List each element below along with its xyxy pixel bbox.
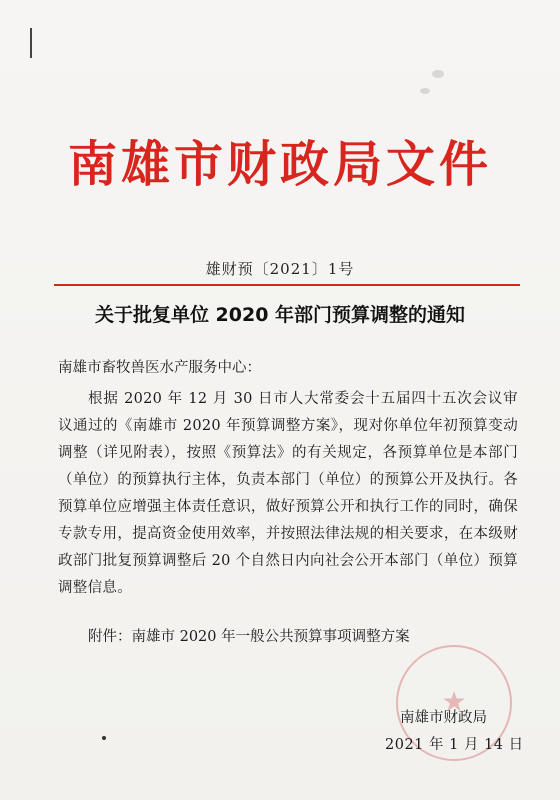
document-heading: 关于批复单位 2020 年部门预算调整的通知 (94, 304, 466, 326)
document-number: 雄财预〔2021〕1号 (205, 260, 355, 278)
signature-organization: 南雄市财政局 (400, 710, 487, 726)
signature-date: 2021 年 1 月 14 日 (385, 737, 524, 753)
scan-mark (30, 28, 32, 58)
body-paragraph: 根据 2020 年 12 月 30 日市人大常委会十五届四十五次会议审议通过的《南雄市 2020 年预算调整方案》，现对你单位年初预算变动调整（详见附表），按照《预算法》的有关规定，各预算单位是本部门（单位）的预算执行主体，负责本部门（单位）的预算公开及执行。各预算单位应增强主体责任意识，做好预算公开和执行工作的同时，确保专款专用，提高资金使用效率，并按照法律法规的相关要求，在本级财政部门批复预算调整后 20 个自然日内向社会公开本部门（单位）预算调整信息。 (58, 391, 518, 596)
smudge (420, 88, 430, 94)
attachment-line: 附件：南雄市 2020 年一般公共预算事项调整方案 (88, 629, 410, 645)
addressee: 南雄市畜牧兽医水产服务中心： (58, 360, 261, 376)
red-divider (54, 284, 520, 286)
document-header-title: 南雄市财政局文件 (67, 135, 492, 193)
smudge (432, 70, 444, 78)
seal-star-icon: ★ (441, 685, 467, 718)
dot-mark (102, 736, 106, 740)
